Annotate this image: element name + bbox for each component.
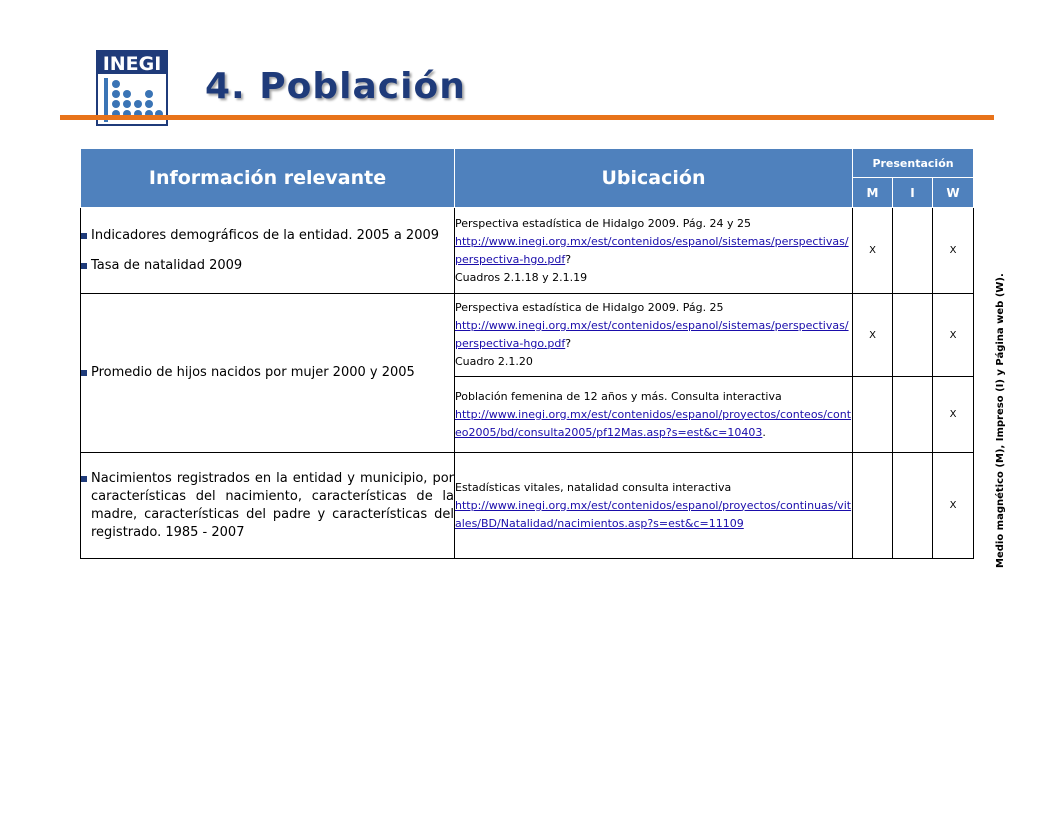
info-cell — [81, 453, 455, 559]
location-link[interactable]: http://www.inegi.org.mx/est/contenidos/espanol/sistemas/perspectivas/perspectiva-hgo.pdf — [455, 319, 849, 350]
bullet-square-icon — [81, 370, 87, 376]
header-w: W — [933, 178, 974, 208]
table-row — [81, 453, 974, 559]
location-url-line — [455, 406, 852, 442]
header-location: Ubicación — [455, 149, 853, 208]
table-row — [81, 208, 974, 294]
presentation-i-cell — [893, 208, 933, 294]
location-table-ref: Cuadros 2.1.18 y 2.1.19 — [455, 270, 588, 284]
title-underline — [60, 115, 994, 120]
info-text: Indicadores demográficos de la entidad. 2005 a 2009 — [91, 227, 440, 243]
info-bullet — [81, 257, 454, 275]
header-i: I — [893, 178, 933, 208]
link-suffix: ? — [565, 252, 572, 266]
location-cell — [455, 208, 853, 294]
info-text: Promedio de hijos nacidos por mujer 2000 y 2005 — [91, 365, 415, 380]
info-bullet — [81, 470, 454, 542]
location-url-line — [455, 497, 852, 533]
presentation-w-cell: X — [933, 377, 974, 453]
location-cell — [455, 294, 853, 377]
presentation-w-cell: X — [933, 294, 974, 377]
presentation-legend: Medio magnético (M), Impreso (I) y Página web (W). — [995, 273, 1006, 568]
info-cell — [81, 294, 455, 453]
location-link[interactable]: http://www.inegi.org.mx/est/contenidos/espanol/sistemas/perspectivas/perspectiva-hgo.pdf — [455, 234, 849, 266]
location-source: Población femenina de 12 años y más. Consulta interactiva — [455, 389, 782, 403]
location-source: Estadísticas vitales, natalidad consulta interactiva — [455, 480, 732, 494]
presentation-m-cell — [853, 453, 893, 559]
info-text: Tasa de natalidad 2009 — [91, 257, 243, 273]
link-suffix: ? — [565, 337, 572, 350]
location-url-line — [455, 233, 852, 269]
table-row — [81, 294, 974, 377]
presentation-w-cell: X — [933, 208, 974, 294]
location-table-ref: Cuadro 2.1.20 — [455, 355, 533, 368]
header-presentation: Presentación — [853, 149, 974, 178]
location-cell — [455, 453, 853, 559]
presentation-i-cell — [893, 453, 933, 559]
header-m: M — [853, 178, 893, 208]
location-link[interactable]: http://www.inegi.org.mx/est/contenidos/espanol/proyectos/conteos/conteo2005/bd/consulta2005/pf12Mas.asp?s=est&c=10403 — [455, 407, 852, 439]
link-suffix: . — [762, 425, 766, 439]
header-info: Información relevante — [81, 149, 455, 208]
location-source: Perspectiva estadística de Hidalgo 2009. Pág. 25 — [455, 301, 724, 314]
presentation-i-cell — [893, 294, 933, 377]
info-cell — [81, 208, 455, 294]
logo-wordmark: INEGI — [102, 53, 162, 75]
location-cell — [455, 377, 853, 453]
info-bullet — [81, 227, 454, 245]
info-text: Nacimientos registrados en la entidad y municipio, por características del nacimiento, características de la madre, características del padre y características del registrado. 1985 - 2007 — [91, 470, 454, 540]
presentation-w-cell: X — [933, 453, 974, 559]
presentation-m-cell: X — [853, 208, 893, 294]
location-url-line — [455, 317, 852, 353]
bullet-square-icon — [81, 233, 87, 239]
info-bullet — [81, 364, 454, 382]
page-title: 4. Población — [205, 66, 466, 107]
presentation-m-cell — [853, 377, 893, 453]
presentation-m-cell: X — [853, 294, 893, 377]
bullet-square-icon — [81, 476, 87, 482]
location-link[interactable]: http://www.inegi.org.mx/est/contenidos/espanol/proyectos/continuas/vitales/BD/Natalidad/nacimientos.asp?s=est&c=11109 — [455, 498, 852, 530]
bullet-square-icon — [81, 263, 87, 269]
info-table — [80, 148, 974, 559]
location-source: Perspectiva estadística de Hidalgo 2009. Pág. 24 y 25 — [455, 216, 752, 230]
presentation-i-cell — [893, 377, 933, 453]
